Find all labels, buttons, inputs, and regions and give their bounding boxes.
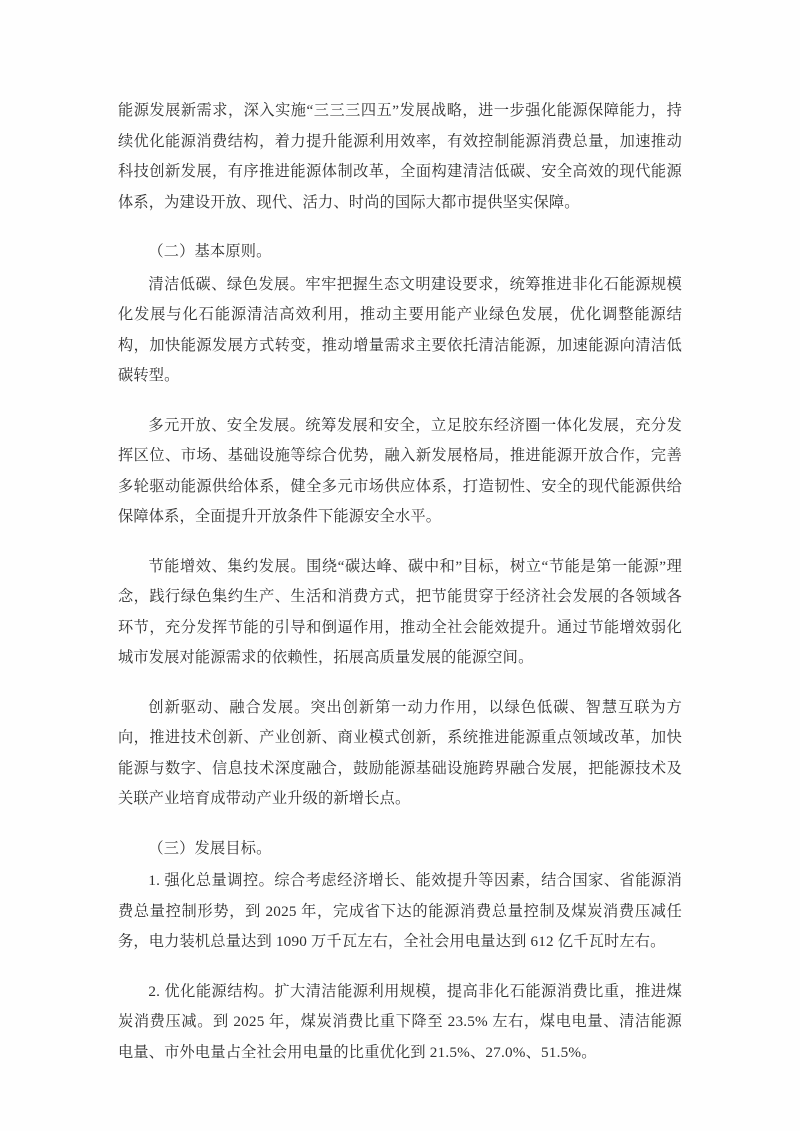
document-body bbox=[118, 96, 682, 1068]
paragraph: 能源发展新需求，深入实施“三三三四五”发展战略，进一步强化能源保障能力，持续优化能源消费结构，着力提升能源利用效率，有效控制能源消费总量，加速推动科技创新发展，有序推进能源体制改革，全面构建清洁低碳、安全高效的现代能源体系，为建设开放、现代、活力、时尚的国际大都市提供坚实保障。 bbox=[118, 102, 682, 211]
section-heading-basic-principles: （二）基本原则。 bbox=[148, 243, 272, 260]
section-heading-development-goals: （三）发展目标。 bbox=[148, 839, 272, 857]
paragraph: 创新驱动、融合发展。突出创新第一动力作用，以绿色低碳、智慧互联为方向，推进技术创新、产业创新、商业模式创新，系统推进能源重点领域改革，加快能源与数字、信息技术深度融合，鼓励能源基础设施跨界融合发展，把能源技术及关联产业培育成带动产业升级的新增长点。 bbox=[118, 698, 682, 807]
paragraph: 节能增效、集约发展。围绕“碳达峰、碳中和”目标，树立“节能是第一能源”理念，践行绿色集约生产、生活和消费方式，把节能贯穿于经济社会发展的各领域各环节，充分发挥节能的引导和倒逼作用，推动全社会能效提升。通过节能增效弱化城市发展对能源需求的依赖性，拓展高质量发展的能源空间。 bbox=[118, 557, 682, 666]
paragraph: 清洁低碳、绿色发展。牢牢把握生态文明建设要求，统筹推进非化石能源规模化发展与化石能源清洁高效利用，推动主要用能产业绿色发展，优化调整能源结构，加快能源发展方式转变，推动增量需求主要依托清洁能源，加速能源向清洁低碳转型。 bbox=[118, 275, 682, 384]
list-item: 2. 优化能源结构。扩大清洁能源利用规模，提高非化石能源消费比重，推进煤炭消费压减。到 2025 年，煤炭消费比重下降至 23.5% 左右，煤电电量、清洁能源电量、市外电量占全社会用电量的比重优化到 21.5%、27.0%、51.5%。 bbox=[118, 982, 682, 1061]
list-item: 1. 强化总量调控。综合考虑经济增长、能效提升等因素，结合国家、省能源消费总量控制形势，到 2025 年，完成省下达的能源消费总量控制及煤炭消费压减任务，电力装机总量达到 1090 万千瓦左右，全社会用电量达到 612 亿千瓦时左右。 bbox=[118, 872, 682, 950]
paragraph: 多元开放、安全发展。统筹发展和安全，立足胶东经济圈一体化发展，充分发挥区位、市场、基础设施等综合优势，融入新发展格局，推进能源开放合作，完善多轮驱动能源供给体系，健全多元市场供应体系，打造韧性、安全的现代能源供给保障体系，全面提升开放条件下能源安全水平。 bbox=[118, 416, 682, 525]
